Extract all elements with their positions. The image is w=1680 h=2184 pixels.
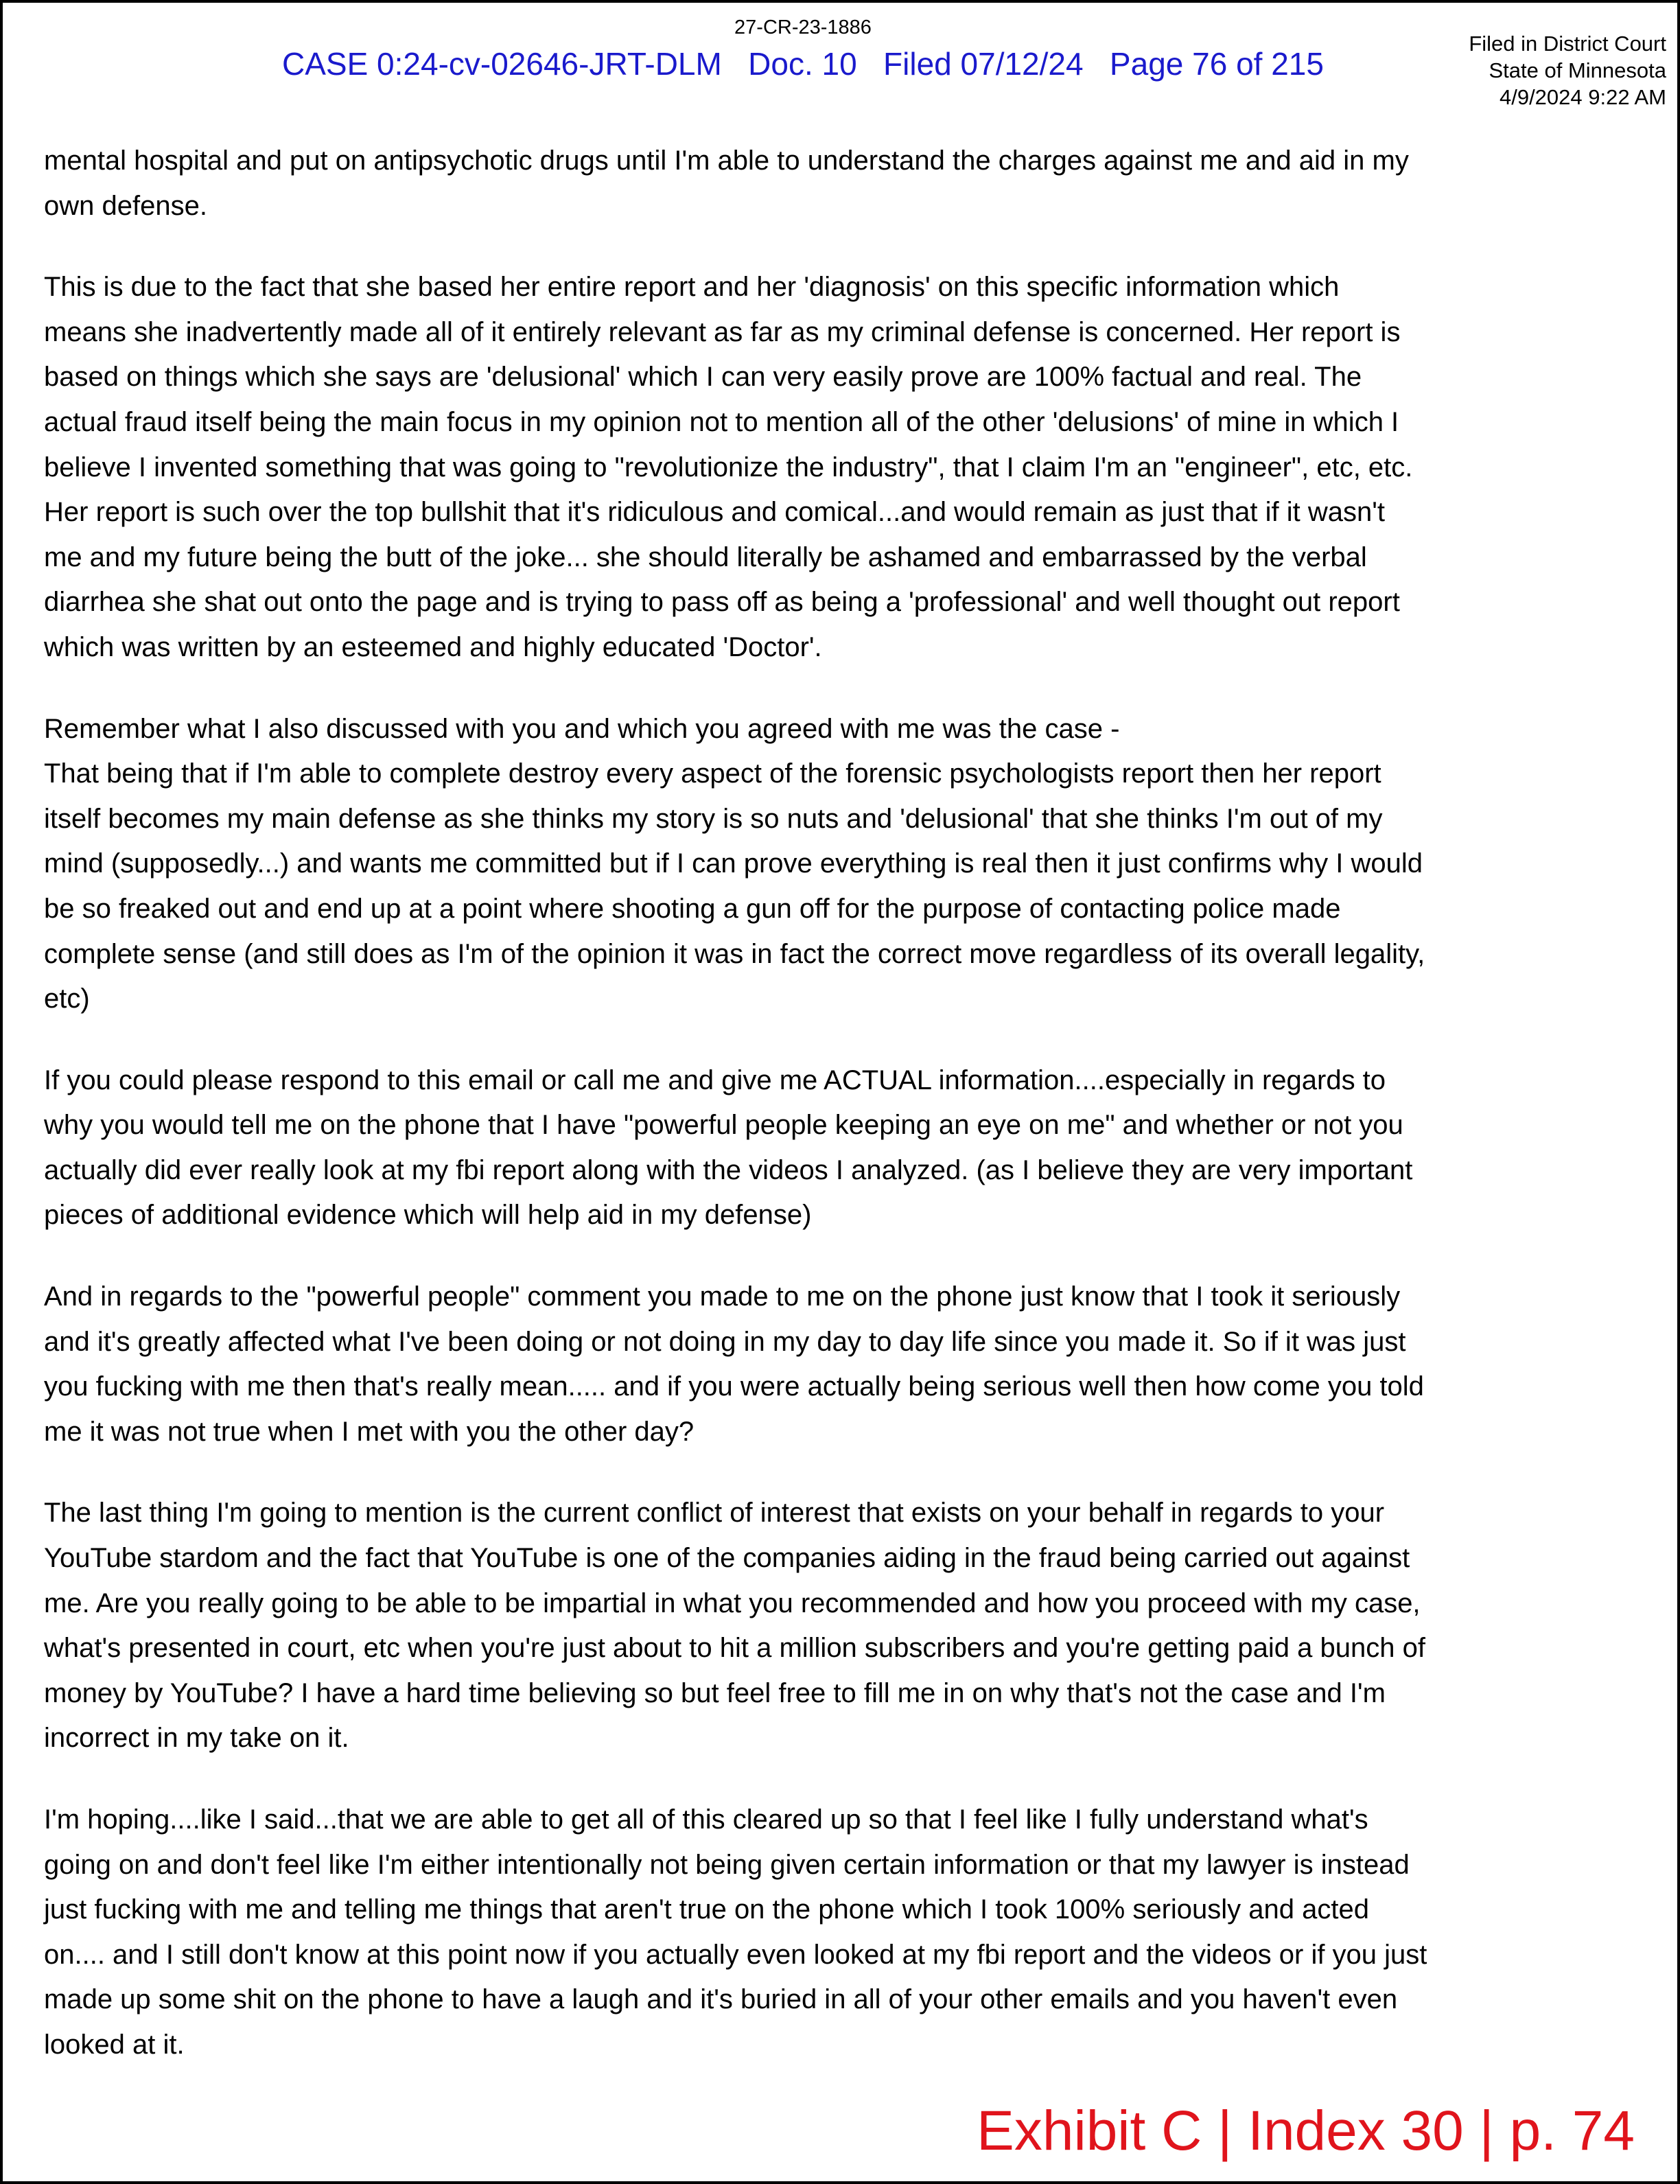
text-line: pieces of additional evidence which will help aid in my defense) [44, 1200, 812, 1231]
text-line: YouTube stardom and the fact that YouTube is one of the companies aiding in the fraud being carried out against [44, 1543, 1410, 1574]
federal-case-header: CASE 0:24-cv-02646-JRT-DLM Doc. 10 Filed 07/12/24 Page 76 of 215 [282, 46, 1324, 82]
text-line: That being that if I'm able to complete destroy every aspect of the forensic psychologists report then her report [44, 758, 1381, 789]
text-line: me and my future being the butt of the joke... she should literally be ashamed and embarrassed by the verbal [44, 542, 1367, 572]
paragraph [44, 1275, 1427, 1454]
filed-stamp-court: Filed in District Court [1469, 32, 1666, 56]
text-line: and it's greatly affected what I've been doing or not doing in my day to day life since you made it. So if it was just [44, 1326, 1406, 1357]
text-line: actually did ever really look at my fbi report along with the videos I analyzed. (as I believe they are very important [44, 1154, 1413, 1185]
text-line: actual fraud itself being the main focus in my opinion not to mention all of the other 'delusions' of mine in which I [44, 406, 1399, 437]
filed-stamp-state: State of Minnesota [1489, 58, 1666, 82]
text-line: diarrhea she shat out onto the page and is trying to pass off as being a 'professional' and well thought out report [44, 587, 1400, 618]
text-line: own defense. [44, 190, 207, 221]
paragraph [44, 265, 1427, 670]
text-line: you fucking with me then that's really mean..... and if you were actually being serious well then how come you told [44, 1371, 1424, 1402]
paragraph [44, 1798, 1427, 2068]
text-line: made up some shit on the phone to have a laugh and it's buried in all of your other emails and you haven't even [44, 1984, 1398, 2015]
text-line: what's presented in court, etc when you're just about to hit a million subscribers and you're getting paid a bunch of [44, 1633, 1425, 1664]
paragraph [44, 1491, 1427, 1761]
text-line: me it was not true when I met with you the other day? [44, 1416, 695, 1447]
text-line: complete sense (and still does as I'm of the opinion it was in fact the correct move regardless of its overall legality, [44, 938, 1425, 969]
exhibit-label: Exhibit C | Index 30 | p. 74 [977, 2100, 1635, 2162]
text-line: And in regards to the "powerful people" comment you made to me on the phone just know that I took it seriously [44, 1281, 1401, 1312]
text-line: be so freaked out and end up at a point where shooting a gun off for the purpose of contacting police made [44, 893, 1341, 924]
filed-stamp-datetime: 4/9/2024 9:22 AM [1499, 85, 1666, 109]
text-line: on.... and I still don't know at this point now if you actually even looked at my fbi report and the videos or if you just [44, 1939, 1427, 1970]
text-line: mental hospital and put on antipsychotic drugs until I'm able to understand the charges against me and aid in my [44, 146, 1409, 176]
text-line: If you could please respond to this email or call me and give me ACTUAL information....especially in regards to [44, 1065, 1386, 1095]
text-line: believe I invented something that was going to "revolutionize the industry", that I claim I'm an "engineer", etc, etc. [44, 452, 1413, 483]
state-case-number: 27-CR-23-1886 [734, 16, 872, 38]
text-line: Her report is such over the top bullshit that it's ridiculous and comical...and would remain as just that if it wasn't [44, 497, 1385, 528]
text-line: Remember what I also discussed with you and which you agreed with me was the case - [44, 713, 1120, 744]
text-line: me. Are you really going to be able to be impartial in what you recommended and how you proceed with my case, [44, 1588, 1421, 1618]
text-line: looked at it. [44, 2029, 185, 2060]
text-line: just fucking with me and telling me things that aren't true on the phone which I took 100% seriously and acted [44, 1894, 1369, 1925]
document-body [44, 139, 1427, 2104]
text-line: I'm hoping....like I said...that we are able to get all of this cleared up so that I feel like I fully understand what's [44, 1804, 1368, 1835]
text-line: why you would tell me on the phone that I have "powerful people keeping an eye on me" and whether or not you [44, 1110, 1403, 1141]
text-line: itself becomes my main defense as she thinks my story is so nuts and 'delusional' that she thinks I'm out of my [44, 803, 1383, 834]
text-line: This is due to the fact that she based her entire report and her 'diagnosis' on this specific information which [44, 272, 1340, 303]
text-line: going on and don't feel like I'm either intentionally not being given certain information or that my lawyer is instead [44, 1849, 1410, 1880]
text-line: which was written by an esteemed and highly educated 'Doctor'. [44, 631, 822, 662]
paragraph [44, 707, 1427, 1022]
text-line: The last thing I'm going to mention is the current conflict of interest that exists on your behalf in regards to your [44, 1498, 1385, 1529]
text-line: incorrect in my take on it. [44, 1723, 349, 1754]
text-line: based on things which she says are 'delusional' which I can very easily prove are 100% factual and real. The [44, 362, 1362, 393]
paragraph [44, 1058, 1427, 1238]
text-line: mind (supposedly...) and wants me committed but if I can prove everything is real then it just confirms why I would [44, 848, 1423, 879]
filed-stamp [1469, 30, 1666, 111]
text-line: etc) [44, 984, 90, 1014]
paragraph [44, 139, 1427, 229]
text-line: means she inadvertently made all of it entirely relevant as far as my criminal defense is concerned. Her report is [44, 316, 1401, 347]
text-line: money by YouTube? I have a hard time believing so but feel free to fill me in on why that's not the case and I'm [44, 1677, 1386, 1708]
